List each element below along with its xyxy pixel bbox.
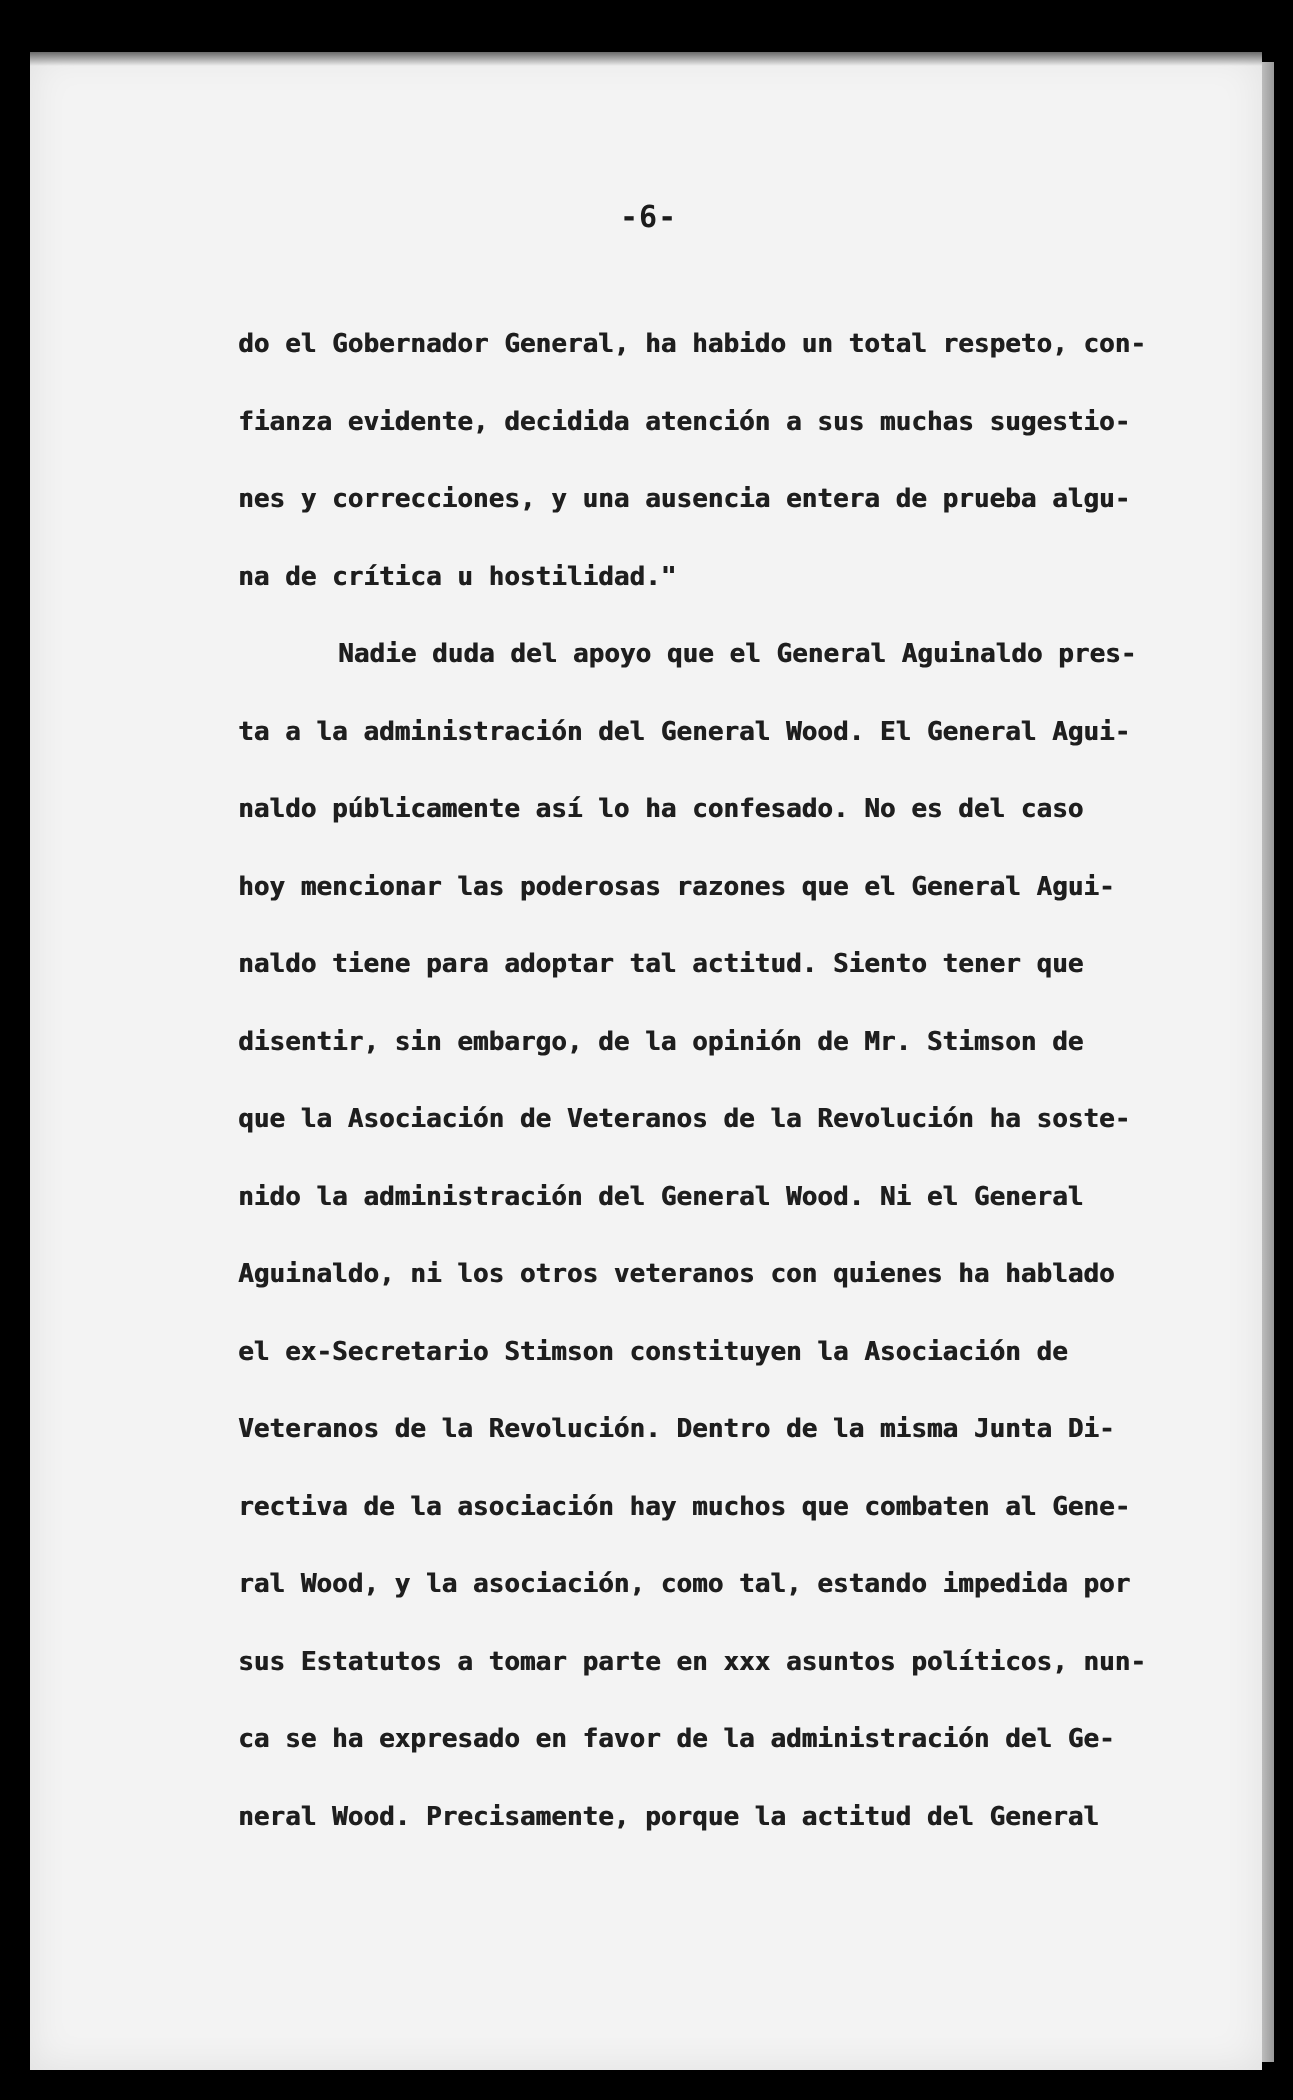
text-line: ral Wood, y la asociación, como tal, estando impedida por	[238, 1569, 1131, 1599]
text-line: nes y correcciones, y una ausencia entera de prueba algu-	[238, 484, 1131, 514]
page-top-shadow	[30, 52, 1262, 66]
text-line: hoy mencionar las poderosas razones que el General Agui-	[238, 871, 1115, 902]
text-line: el ex-Secretario Stimson constituyen la Asociación de	[238, 1336, 1068, 1367]
text-line: ta a la administración del General Wood. El General Agui-	[238, 716, 1131, 747]
body-text	[238, 306, 1168, 1856]
text-line: na de crítica u hostilidad."	[238, 561, 677, 592]
text-line: rectiva de la asociación hay muchos que combaten al Gene-	[238, 1491, 1131, 1522]
paragraph-start-line: Nadie duda del apoyo que el General Aguinaldo pres-	[338, 639, 1137, 669]
text-line: ca se ha expresado en favor de la administración del Ge-	[238, 1724, 1115, 1754]
text-line: nido la administración del General Wood. Ni el General	[238, 1181, 1084, 1212]
text-line: naldo tiene para adoptar tal actitud. Siento tener que	[238, 949, 1084, 979]
text-line: neral Wood. Precisamente, porque la actitud del General	[238, 1801, 1099, 1832]
text-line: disentir, sin embargo, de la opinión de Mr. Stimson de	[238, 1026, 1084, 1057]
text-line: que la Asociación de Veteranos de la Revolución ha soste-	[238, 1104, 1131, 1134]
text-line: naldo públicamente así lo ha confesado. No es del caso	[238, 794, 1084, 824]
text-line: fianza evidente, decidida atención a sus muchas sugestio-	[238, 406, 1131, 437]
text-line: sus Estatutos a tomar parte en xxx asuntos políticos, nun-	[238, 1646, 1146, 1677]
text-line: Aguinaldo, ni los otros veteranos con quienes ha hablado	[238, 1259, 1115, 1289]
text-line: Veteranos de la Revolución. Dentro de la misma Junta Di-	[238, 1414, 1115, 1444]
text-line: do el Gobernador General, ha habido un total respeto, con-	[238, 329, 1146, 359]
page-number: -6-	[620, 200, 678, 235]
